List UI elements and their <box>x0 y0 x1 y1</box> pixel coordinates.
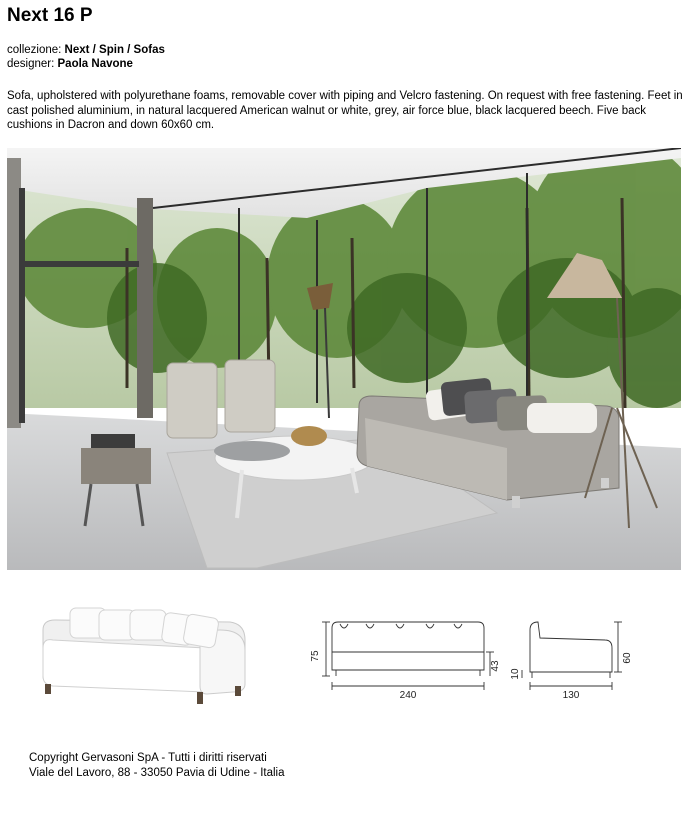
collection-line <box>7 43 165 57</box>
page-title: Next 16 P <box>7 5 93 26</box>
footer-copyright: Copyright Gervasoni SpA - Tutti i diritti riservati <box>29 752 267 764</box>
dim-feet: 10 <box>510 668 521 680</box>
room-photo <box>7 148 681 570</box>
designer-label: designer: <box>7 58 55 70</box>
dimension-drawing <box>300 600 640 710</box>
collection-label: collezione: <box>7 44 62 56</box>
collection-value: Next / Spin / Sofas <box>64 44 165 56</box>
footer-address: Viale del Lavoro, 88 - 33050 Pavia di Udine - Italia <box>29 767 285 779</box>
sofa-product-image <box>35 600 255 710</box>
dim-seat-height: 43 <box>490 660 501 672</box>
designer-value: Paola Navone <box>57 58 133 70</box>
dim-width: 240 <box>399 690 417 701</box>
dim-height: 75 <box>310 650 321 662</box>
dim-depth: 130 <box>562 690 580 701</box>
product-description: Sofa, upholstered with polyurethane foams, removable cover with piping and Velcro fastening. On request with free fastening. Feet in cast polished aluminium, in natural lacquered American walnut or white, grey, air force blue, black lacquered beech. Five back cushions in Dacron and down 60x60 cm. <box>7 90 683 131</box>
dim-side-height: 60 <box>622 652 633 664</box>
designer-line <box>7 57 133 71</box>
